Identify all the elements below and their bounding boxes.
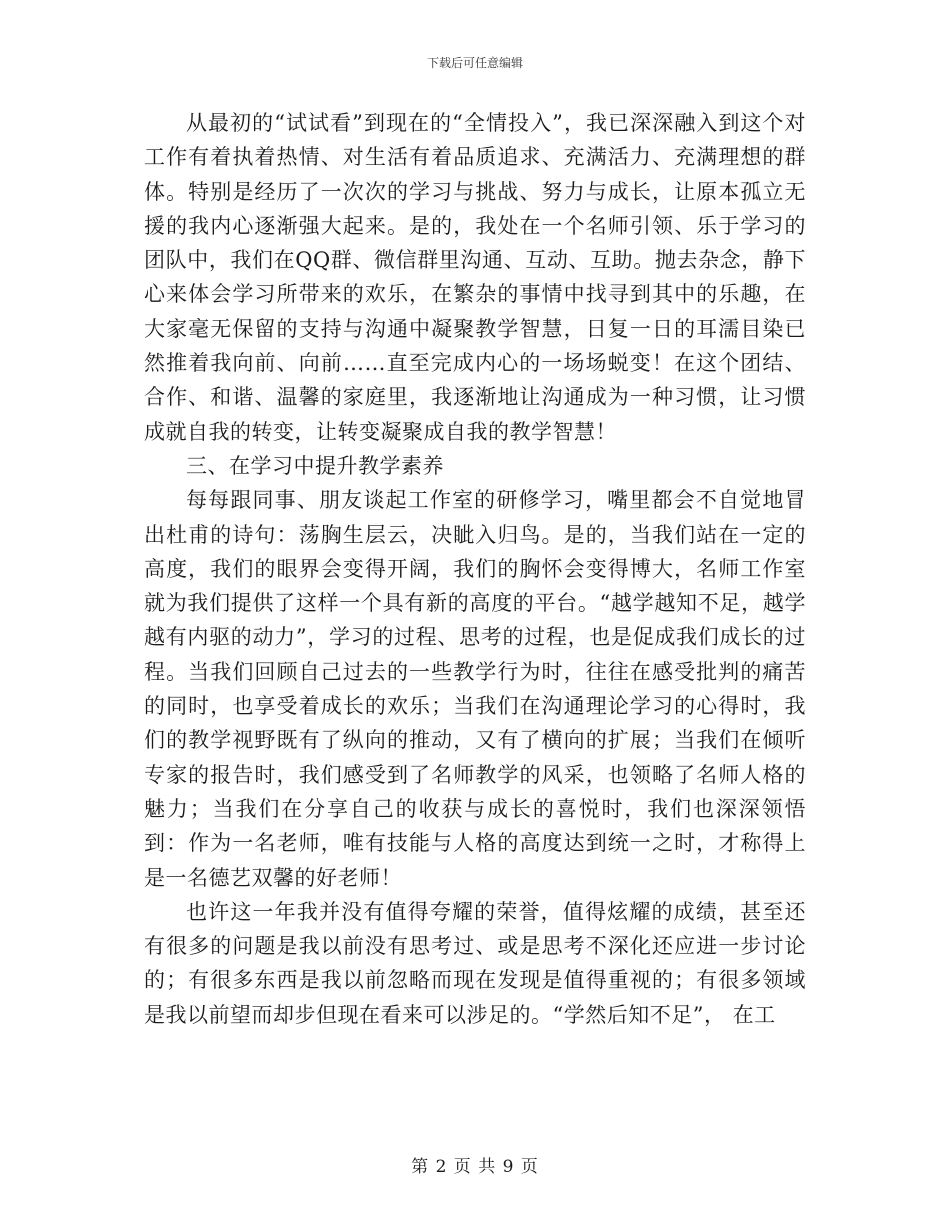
document-body [144,106,806,1032]
paragraph-3: 也许这一年我并没有值得夸耀的荣誉，值得炫耀的成绩，甚至还有很多的问题是我以前没有思考过、或是思考不深化还应进一步讨论的；有很多东西是我以前忽略而现在发现是值得重视的；有很多领域是我以前望而却步但现在看来可以涉足的。“学然后知不足”， 在工 [144,899,806,1027]
page-header: 下载后可任意编辑 [426,56,523,70]
paragraph-1: 从最初的“试试看”到现在的“全情投入”，我已深深融入到这个对工作有着执着热情、对生活有着品质追求、充满活力、充满理想的群体。特别是经历了一次次的学习与挑战、努力与成长，让原本孤立无援的我内心逐渐强大起来。是的，我处在一个名师引领、乐于学习的团队中，我们在QQ群、微信群里沟通、互动、互助。抛去杂念，静下心来体会学习所带来的欢乐，在繁杂的事情中找寻到其中的乐趣，在大家毫无保留的支持与沟通中凝聚教学智慧，日复一日的耳濡目染已然推着我向前、向前……直至完成内心的一场场蜕变！在这个团结、合作、和谐、温馨的家庭里，我逐渐地让沟通成为一种习惯，让习惯成就自我的转变，让转变凝聚成自我的教学智慧！ [144,111,806,444]
page-number: 第 2 页 共 9 页 [411,1157,539,1177]
section-heading: 三、在学习中提升教学素养 [186,453,444,478]
paragraph-2: 每每跟同事、朋友谈起工作室的研修学习，嘴里都会不自觉地冒出杜甫的诗句：荡胸生层云，决眦入归鸟。是的，当我们站在一定的高度，我们的眼界会变得开阔，我们的胸怀会变得博大，名师工作室就为我们提供了这样一个具有新的高度的平台。“越学越知不足，越学越有内驱的动力”，学习的过程、思考的过程，也是促成我们成长的过程。当我们回顾自己过去的一些教学行为时，往往在感受批判的痛苦的同时，也享受着成长的欢乐；当我们在沟通理论学习的心得时，我们的教学视野既有了纵向的推动，又有了横向的扩展；当我们在倾听专家的报告时，我们感受到了名师教学的风采，也领略了名师人格的魅力；当我们在分享自己的收获与成长的喜悦时，我们也深深领悟到：作为一名老师，唯有技能与人格的高度达到统一之时，才称得上是一名德艺双馨的好老师！ [144,488,806,890]
